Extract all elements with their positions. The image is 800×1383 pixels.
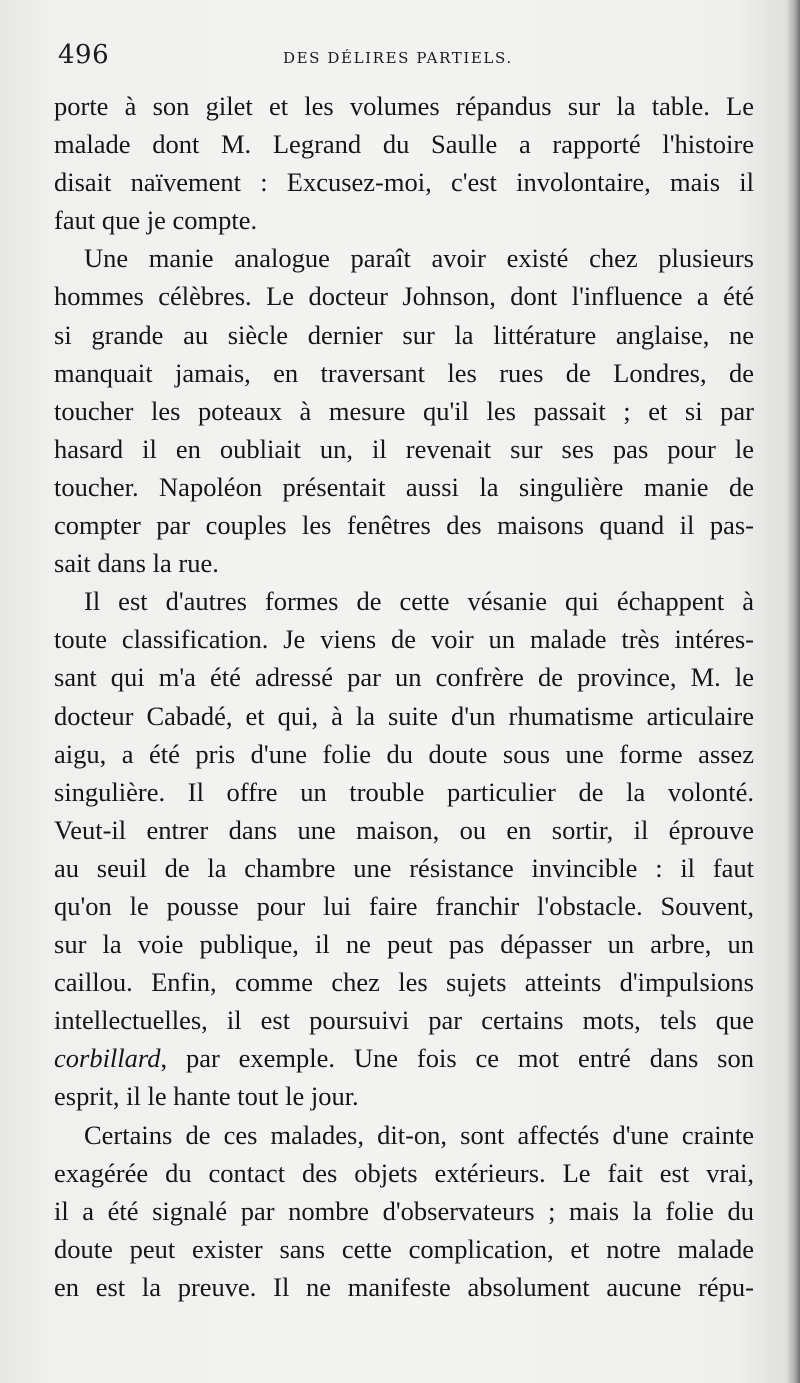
text-line: Il est d'autres formes de cette vésanie qui échappent à bbox=[84, 586, 754, 617]
text-line: en est la preuve. Il ne manifeste absolument aucune répu- bbox=[54, 1271, 754, 1302]
text-line: toucher les poteaux à mesure qu'il les passait ; et si par bbox=[54, 395, 754, 426]
text-line: toute classification. Je viens de voir un malade très intéres- bbox=[54, 624, 754, 655]
text-line: malade dont M. Legrand du Saulle a rapporté l'histoire bbox=[54, 129, 754, 160]
text-line: compter par couples les fenêtres des maisons quand il pas- bbox=[54, 510, 754, 541]
text-line: sant qui m'a été adressé par un confrère de province, M. le bbox=[54, 662, 754, 693]
text-line: intellectuelles, il est poursuivi par certains mots, tels que bbox=[54, 1005, 754, 1036]
text-line: disait naïvement : Excusez-moi, c'est involontaire, mais il bbox=[54, 167, 754, 198]
text-line: Certains de ces malades, dit-on, sont affectés d'une crainte bbox=[84, 1119, 754, 1150]
text-line: aigu, a été pris d'une folie du doute sous une forme assez bbox=[54, 738, 754, 769]
italic-line-rest: , par exemple. Une fois ce mot entré dans son bbox=[160, 1043, 754, 1074]
text-line: esprit, il le hante tout le jour. bbox=[54, 1081, 359, 1112]
text-line: sur la voie publique, il ne peut pas dépasser un arbre, un bbox=[54, 929, 754, 960]
text-line: exagérée du contact des objets extérieurs. Le fait est vrai, bbox=[54, 1157, 754, 1188]
text-line: au seuil de la chambre une résistance invincible : il faut bbox=[54, 852, 754, 883]
text-line: toucher. Napoléon présentait aussi la singulière manie de bbox=[54, 471, 754, 502]
italic-word: corbillard bbox=[54, 1043, 161, 1074]
text-line: caillou. Enfin, comme chez les sujets atteints d'impulsions bbox=[54, 967, 754, 998]
text-line: Veut-il entrer dans une maison, ou en sortir, il éprouve bbox=[54, 814, 754, 845]
text-line: manquait jamais, en traversant les rues de Londres, de bbox=[54, 357, 754, 388]
text-line: Une manie analogue paraît avoir existé chez plusieurs bbox=[84, 243, 754, 274]
text-line: docteur Cabadé, et qui, à la suite d'un rhumatisme articulaire bbox=[54, 700, 754, 731]
text-line: qu'on le pousse pour lui faire franchir l'obstacle. Souvent, bbox=[54, 890, 754, 921]
text-line: singulière. Il offre un trouble particulier de la volonté. bbox=[54, 776, 754, 807]
text-line: porte à son gilet et les volumes répandus sur la table. Le bbox=[54, 91, 754, 121]
page-number: 496 bbox=[58, 40, 110, 70]
text-line: doute peut exister sans cette complication, et notre malade bbox=[54, 1233, 754, 1264]
text-line: faut que je compte. bbox=[54, 205, 258, 236]
text-line: hasard il en oubliait un, il revenait sur ses pas pour le bbox=[54, 433, 754, 464]
text-line: il a été signalé par nombre d'observateurs ; mais la folie du bbox=[54, 1195, 754, 1226]
body-text bbox=[54, 87, 754, 1306]
text-line: sait dans la rue. bbox=[54, 548, 219, 579]
text-line: si grande au siècle dernier sur la littérature anglaise, ne bbox=[54, 319, 754, 350]
page-header bbox=[58, 40, 758, 76]
text-line-with-italic bbox=[54, 1039, 754, 1077]
text-line: hommes célèbres. Le docteur Johnson, dont l'influence a été bbox=[54, 281, 754, 312]
running-title: DES DÉLIRES PARTIELS. bbox=[283, 49, 513, 67]
page-binding-shadow bbox=[786, 0, 800, 1383]
